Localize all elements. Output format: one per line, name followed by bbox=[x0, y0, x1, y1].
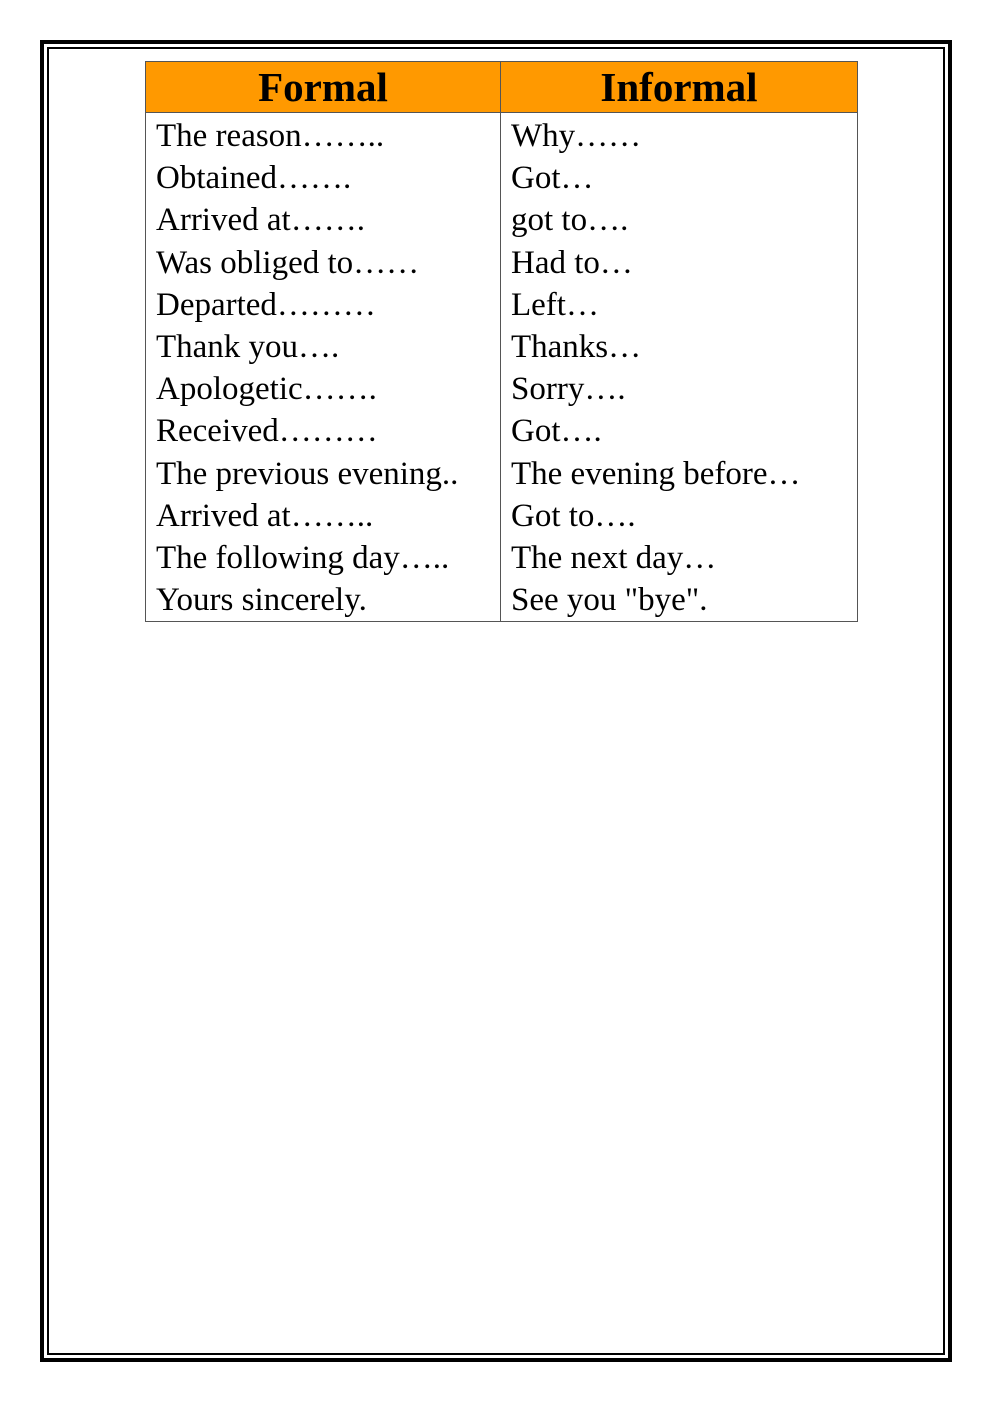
informal-item: Got to…. bbox=[511, 497, 636, 534]
formal-item: Apologetic……. bbox=[156, 371, 377, 408]
formal-item: Obtained……. bbox=[156, 160, 352, 197]
header-formal: Formal bbox=[146, 62, 501, 113]
table-body-row bbox=[146, 113, 858, 622]
formal-informal-table bbox=[145, 61, 858, 622]
informal-item: Got… bbox=[511, 160, 594, 197]
informal-item: Left… bbox=[511, 286, 599, 323]
informal-item: See you "bye". bbox=[511, 582, 708, 619]
formal-item: The following day….. bbox=[156, 539, 450, 576]
informal-item: Had to… bbox=[511, 244, 633, 281]
formal-item: Thank you…. bbox=[156, 328, 340, 365]
informal-item: The evening before… bbox=[511, 455, 801, 492]
formal-item: Arrived at…….. bbox=[156, 497, 374, 534]
informal-item: Why…… bbox=[511, 118, 642, 154]
formal-column bbox=[146, 113, 501, 622]
formal-item: The reason…….. bbox=[156, 118, 385, 154]
formal-item: Departed……… bbox=[156, 286, 376, 323]
formal-item: Received……… bbox=[156, 413, 378, 450]
informal-item: got to…. bbox=[511, 202, 629, 239]
formal-item: Was obliged to…… bbox=[156, 244, 420, 281]
informal-item: Sorry…. bbox=[511, 371, 626, 408]
formal-item: Arrived at……. bbox=[156, 202, 365, 239]
table-header-row bbox=[146, 62, 858, 113]
header-informal: Informal bbox=[501, 62, 858, 113]
informal-item: Thanks… bbox=[511, 328, 642, 365]
formal-item: The previous evening.. bbox=[156, 455, 459, 492]
informal-column bbox=[501, 113, 858, 622]
informal-item: The next day… bbox=[511, 539, 717, 576]
informal-item: Got…. bbox=[511, 413, 602, 450]
formal-item: Yours sincerely. bbox=[156, 582, 367, 619]
